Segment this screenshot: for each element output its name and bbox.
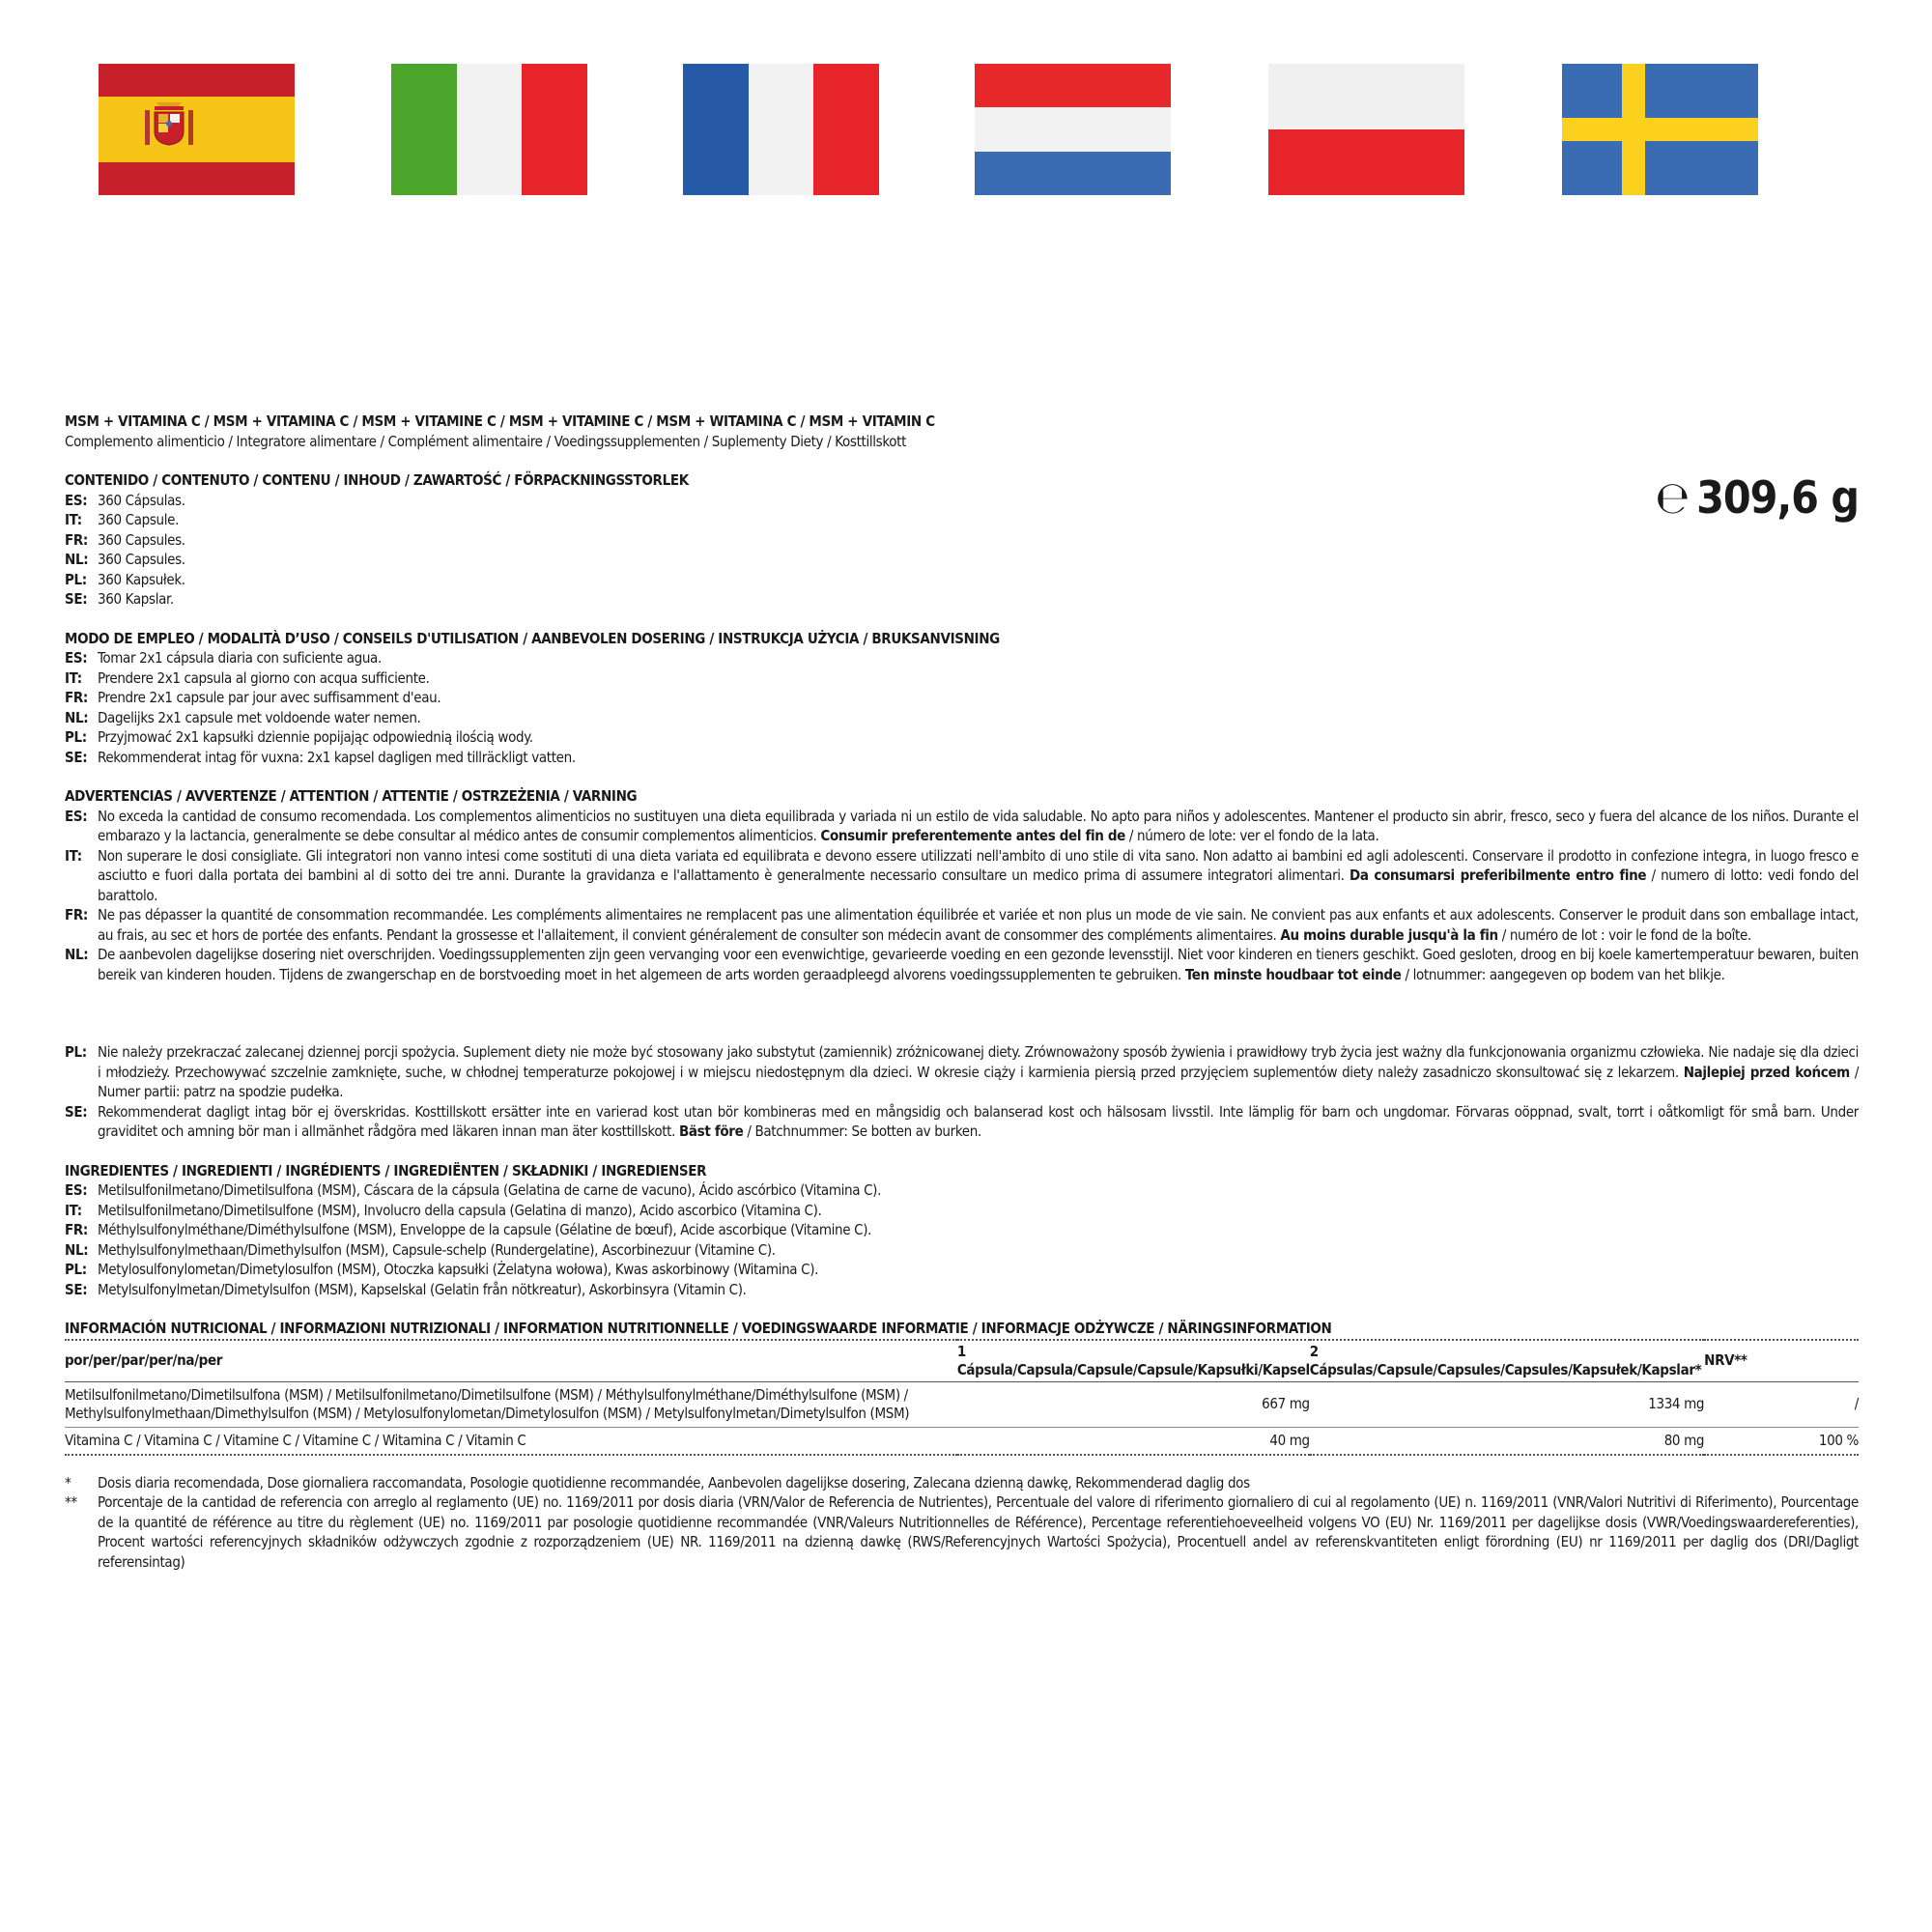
footnote-text: Porcentaje de la cantidad de referencia con arreglo al reglamento (UE) no. 1169/2011 por dosis diaria (VRN/Valor de Referencia de Nutrientes), Percentuale del valore di riferimento giornaliero di cui al regolamento (UE) n. 1169/2011 (VNR/Valori Nutritivi di Riferimento), Pourcentage de la quantité de référence au titre du règlement (UE) no. 1169/2011 par posologie quotidienne recommandée (VNR/Valeurs Nutritionnelles de Référence), Percentage referentiehoeveelheid volgens VO (EU) Nr. 1169/2011 per dagelijkse dosis (VWR/Voedingswaardereferenties), Procent wartości referencyjnych składników odżywczych zgodnie z rozporządzeniem (UE) NR. 1169/2011 na dzienną dawkę (RWS/Referencyjnych Wartości Spożycia), Procentuell andel av referenskvantiteten enligt förordning (EU) nr 1169/2011 per daglig dos (DRI/Dagligt referensintag): [98, 1493, 1859, 1571]
best-before-label: Najlepiej przed końcem: [1683, 1063, 1850, 1081]
language-code: FR:: [65, 906, 88, 923]
language-code: SE:: [65, 1280, 88, 1298]
language-code: FR:: [65, 689, 88, 706]
language-code: NL:: [65, 551, 89, 568]
list-item-text: Metilsulfonilmetano/Dimetilsulfona (MSM), Cáscara de la cápsula (Gelatina de carne de vacuno), Ácido ascórbico (Vitamina C).: [98, 1181, 882, 1199]
warning-pl: [65, 1042, 1859, 1102]
list-item-text: 360 Kapslar.: [98, 590, 174, 608]
netherlands-flag: [975, 64, 1171, 195]
warning-es: [65, 807, 1859, 846]
nutrient-name: Metilsulfonilmetano/Dimetilsulfona (MSM) / Metilsulfonilmetano/Dimetilsulfone (MSM) / Méthylsulfonylméthane/Diméthylsulfone (MSM) / Methylsulfonylmethaan/Dimethylsulfon (MSM) / Metylosulfonylometan/Dimetylosulfon (MSM) / Metylsulfonylmetan/Dimetylsulfon (MSM): [65, 1381, 957, 1427]
column-header: NRV**: [1704, 1340, 1859, 1382]
language-code: NL:: [65, 946, 89, 963]
lot-info: / numero di lotto: vedi fondo del barattolo.: [98, 867, 1859, 904]
usage-section: [65, 629, 1859, 768]
list-item: [65, 1280, 1859, 1300]
list-item: [65, 550, 1859, 570]
list-item: [65, 1240, 1859, 1261]
list-item-text: Metilsulfonilmetano/Dimetilsulfone (MSM), Involucro della capsula (Gelatina di manzo), Acido ascorbico (Vitamina C).: [98, 1201, 822, 1219]
list-item-text: Metylosulfonylometan/Dimetylosulfon (MSM), Otoczka kapsułki (Żelatyna wołowa), Kwas askorbinowy (Witamina C).: [98, 1261, 819, 1278]
list-item-text: Prendere 2x1 capsula al giorno con acqua sufficiente.: [98, 668, 430, 687]
lot-info: / número de lote: ver el fondo de la lata.: [1128, 827, 1379, 844]
language-code: SE:: [65, 590, 88, 608]
language-code: SE:: [65, 1102, 88, 1121]
nutrition-table: [65, 1339, 1859, 1456]
language-code: ES:: [65, 649, 88, 667]
contents-section: [65, 470, 1859, 610]
per-one-capsule: 40 mg: [957, 1427, 1310, 1455]
list-item: [65, 1201, 1859, 1221]
list-item: [65, 570, 1859, 590]
nutrition-section: [65, 1319, 1859, 1456]
list-item: [65, 748, 1859, 768]
list-item: [65, 530, 1859, 551]
warning-body: Non superare le dosi consigliate. Gli integratori non vanno intesi come sostituti di una dieta variata ed equilibrata e devono essere utilizzati nell'ambito di uno stile di vita sano. Non adatto ai bambini ed agli adolescenti. Conservare il prodotto in confezione integra, in luogo fresco e asciutto e fuori dalla portata dei bambini al di sotto dei tre anni. Durante la gravidanza e l'allattamento è generalmente necessario consultare un medico prima di assumere integratori alimentari.: [98, 846, 1859, 884]
language-code: ES:: [65, 1181, 88, 1199]
list-item: [65, 589, 1859, 610]
list-item-text: 360 Capsule.: [98, 511, 180, 528]
column-header: por/per/par/per/na/per: [65, 1340, 957, 1382]
product-subtitle: Complemento alimenticio / Integratore alimentare / Complément alimentaire / Voedingssupplementen / Suplementy Diety / Kosttillskott: [65, 432, 907, 450]
warning-body: De aanbevolen dagelijkse dosering niet overschrijden. Voedingssupplementen zijn geen vervanging voor een evenwichtige, gevarieerde voeding en een gezonde levensstijl. Niet voor kinderen en tieners geschikt. Goed gesloten, droog en bij koele kamertemperatuur bewaren, buiten bereik van kinderen houden. Tijdens de zwangerschap en de borstvoeding moet in het algemeen de arts worden geraadpleegd alvorens voedingssupplementen te gebruiken.: [98, 946, 1859, 983]
per-two-capsules: 80 mg: [1310, 1427, 1704, 1455]
language-code: PL:: [65, 728, 87, 746]
warning-se: [65, 1102, 1859, 1142]
table-header-row: [65, 1340, 1859, 1382]
list-item: [65, 1260, 1859, 1280]
spacer: [65, 984, 1859, 1042]
warning-body: Nie należy przekraczać zalecanej dziennej porcji spożycia. Suplement diety nie może być stosowany jako substytut (zamiennik) zróżnicowanej diety. Zrównoważony sposób żywienia i prawidłowy tryb życia jest ważny dla funkcjonowania organizmu człowieka. Nie nadaje się dla dzieci i młodzieży. Przechowywać szczelnie zamknięte, suche, w chłodnej temperaturze pokojowej i w miejscu niedostępnym dla dzieci. W okresie ciąży i karmienia piersią przed przyjęciem suplementów diety należy zasadniczo skonsultować się z lekarzem.: [98, 1043, 1859, 1081]
warning-body: Rekommenderat dagligt intag bör ej överskridas. Kosttillskott ersätter inte en varierad kost utan bör kombineras med en mångsidig och balanserad kost och hälsosam livsstil. Inte lämplig för barn och ungdomar. Förvaras oöppnad, svalt, torrt i oåtkomligt för små barn. Under graviditet och amning bör man i allmänhet rådgöra med läkaren innan man äter kosttillskott.: [98, 1102, 1859, 1140]
list-item: [65, 1180, 1859, 1201]
warning-body: Ne pas dépasser la quantité de consommation recommandée. Les compléments alimentaires ne remplacent pas une alimentation équilibrée et variée et non plus un mode de vie sain. Ne convient pas aux enfants et aux adolescents. Conserver le produit dans son emballage intact, au frais, au sec et hors de portée des enfants. Pendant la grossesse et l'allaitement, il convient généralement de consulter son médecin avant de consommer des compléments alimentaires.: [98, 906, 1859, 944]
list-item: [65, 708, 1859, 728]
nutrition-heading: INFORMACIÓN NUTRICIONAL / INFORMAZIONI NUTRIZIONALI / INFORMATION NUTRITIONNELLE / VOEDINGSWAARDE INFORMATIE / INFORMACJE ODŻYWCZE / NÄRINGSINFORMATION: [65, 1320, 1332, 1337]
nrv-value: /: [1704, 1381, 1859, 1427]
spain-flag: [99, 64, 295, 195]
list-item-text: 360 Cápsulas.: [98, 491, 185, 509]
warning-it: [65, 846, 1859, 906]
language-code: ES:: [65, 491, 88, 509]
list-item: [65, 1220, 1859, 1240]
language-code: IT:: [65, 846, 82, 865]
list-item: [65, 491, 1859, 511]
label-text: [65, 412, 1859, 1572]
france-flag: [683, 64, 879, 195]
estimated-sign-icon: ℮: [1655, 471, 1690, 524]
italy-flag: [391, 64, 587, 195]
footnotes: [65, 1473, 1859, 1573]
usage-heading: MODO DE EMPLEO / MODALITÀ D’USO / CONSEILS D'UTILISATION / AANBEVOLEN DOSERING / INSTRUKCJA UŻYCIA / BRUKSANVISNING: [65, 629, 1000, 647]
warning-nl: [65, 945, 1859, 984]
table-row: [65, 1427, 1859, 1455]
list-item: [65, 727, 1859, 748]
language-code: SE:: [65, 748, 88, 766]
language-code: IT:: [65, 511, 82, 528]
list-item-text: Methylsulfonylmethaan/Dimethylsulfon (MSM), Capsule-schelp (Rundergelatine), Ascorbinezuur (Vitamine C).: [98, 1240, 776, 1259]
language-code: FR:: [65, 1221, 88, 1238]
footnote: [65, 1473, 1859, 1493]
language-code: IT:: [65, 1201, 82, 1219]
footnote-mark: *: [65, 1473, 71, 1492]
language-code: IT:: [65, 668, 82, 687]
nrv-value: 100 %: [1704, 1427, 1859, 1455]
warning-text: [98, 1042, 1859, 1102]
per-two-capsules: 1334 mg: [1310, 1381, 1704, 1427]
warning-body: No exceda la cantidad de consumo recomendada. Los complementos alimenticios no sustituyen una dieta equilibrada y variada ni un estilo de vida saludable. No apto para niños y adolescentes. Mantener el producto sin abrir, fresco, seco y fuera del alcance de los niños. Durante el embarazo y la lactancia, generalmente se debe consultar al médico antes de consumir complementos alimenticios.: [98, 807, 1859, 844]
warning-text: [98, 846, 1859, 906]
list-item-text: Tomar 2x1 cápsula diaria con suficiente agua.: [98, 649, 382, 667]
footnote-text: Dosis diaria recomendada, Dose giornaliera raccomandata, Posologie quotidienne recommandée, Aanbevolen dagelijkse dosering, Zalecana dzienną dawkę, Rekommenderad daglig dos: [98, 1473, 1250, 1492]
list-item-text: Méthylsulfonylméthane/Diméthylsulfone (MSM), Enveloppe de la capsule (Gélatine de bœuf), Acide ascorbique (Vitamine C).: [98, 1221, 872, 1238]
net-weight-value: 309,6 g: [1696, 471, 1859, 524]
lot-info: / Numer partii: patrz na spodzie pudełka.: [98, 1063, 1860, 1100]
per-one-capsule: 667 mg: [957, 1381, 1310, 1427]
list-item-text: Prendre 2x1 capsule par jour avec suffisamment d'eau.: [98, 689, 441, 706]
lot-info: / lotnummer: aangegeven op bodem van het blikje.: [1405, 965, 1725, 983]
language-code: PL:: [65, 570, 87, 588]
contents-heading: CONTENIDO / CONTENUTO / CONTENU / INHOUD / ZAWARTOŚĆ / FÖRPACKNINGSSTORLEK: [65, 471, 689, 489]
best-before-label: Da consumarsi preferibilmente entro fine: [1349, 867, 1647, 884]
list-item: [65, 648, 1859, 668]
best-before-label: Consumir preferentemente antes del fin de: [820, 827, 1125, 844]
list-item-text: 360 Capsules.: [98, 551, 185, 568]
column-header: 1 Cápsula/Capsula/Capsule/Capsule/Kapsułki/Kapsel: [957, 1340, 1310, 1382]
list-item-text: 360 Capsules.: [98, 530, 185, 549]
column-header: 2 Cápsulas/Capsule/Capsules/Capsules/Kapsułek/Kapslar*: [1310, 1340, 1704, 1382]
nutrient-name: Vitamina C / Vitamina C / Vitamine C / Vitamine C / Witamina C / Vitamin C: [65, 1427, 957, 1455]
best-before-label: Ten minste houdbaar tot einde: [1184, 965, 1402, 983]
warning-text: [98, 905, 1859, 945]
list-item-text: Metylsulfonylmetan/Dimetylsulfon (MSM), Kapselskal (Gelatin från nötkreatur), Askorbinsyra (Vitamin C).: [98, 1280, 747, 1298]
language-code: NL:: [65, 1240, 89, 1259]
list-item-text: 360 Kapsułek.: [98, 570, 185, 588]
warning-text: [98, 807, 1859, 846]
footnote: [65, 1492, 1859, 1572]
poland-flag: [1268, 64, 1464, 195]
warnings-section: [65, 786, 1859, 1142]
language-code: FR:: [65, 530, 88, 549]
lot-info: / numéro de lot : voir le fond de la boîte.: [1501, 925, 1751, 944]
language-code: PL:: [65, 1043, 87, 1061]
list-item-text: Dagelijks 2x1 capsule met voldoende water nemen.: [98, 708, 421, 726]
list-item: [65, 688, 1859, 708]
language-code: NL:: [65, 708, 89, 726]
ingredients-heading: INGREDIENTES / INGREDIENTI / INGRÉDIENTS / INGREDIËNTEN / SKŁADNIKI / INGREDIENSER: [65, 1161, 707, 1179]
list-item: [65, 668, 1859, 689]
list-item-text: Przyjmować 2x1 kapsułki dziennie popijając odpowiednią ilością wody.: [98, 728, 533, 746]
ingredients-section: [65, 1161, 1859, 1300]
list-item-text: Rekommenderat intag för vuxna: 2x1 kapsel dagligen med tillräckligt vatten.: [98, 748, 576, 766]
warning-text: [98, 945, 1859, 984]
language-code: PL:: [65, 1261, 87, 1278]
list-item: [65, 510, 1859, 530]
best-before-label: Au moins durable jusqu'à la fin: [1280, 925, 1498, 944]
lot-info: / Batchnummer: Se botten av burken.: [747, 1122, 981, 1140]
footnote-mark: **: [65, 1493, 77, 1511]
warning-text: [98, 1102, 1859, 1142]
warning-fr: [65, 905, 1859, 945]
product-title: MSM + VITAMINA C / MSM + VITAMINA C / MSM + VITAMINE C / MSM + VITAMINE C / MSM + WITAMINA C / MSM + VITAMIN C: [65, 412, 935, 430]
best-before-label: Bäst före: [679, 1122, 744, 1140]
table-row: [65, 1381, 1859, 1427]
language-code: ES:: [65, 807, 88, 825]
warnings-heading: ADVERTENCIAS / AVVERTENZE / ATTENTION / ATTENTIE / OSTRZEŻENIA / VARNING: [65, 787, 638, 805]
sweden-flag: [1562, 64, 1758, 195]
